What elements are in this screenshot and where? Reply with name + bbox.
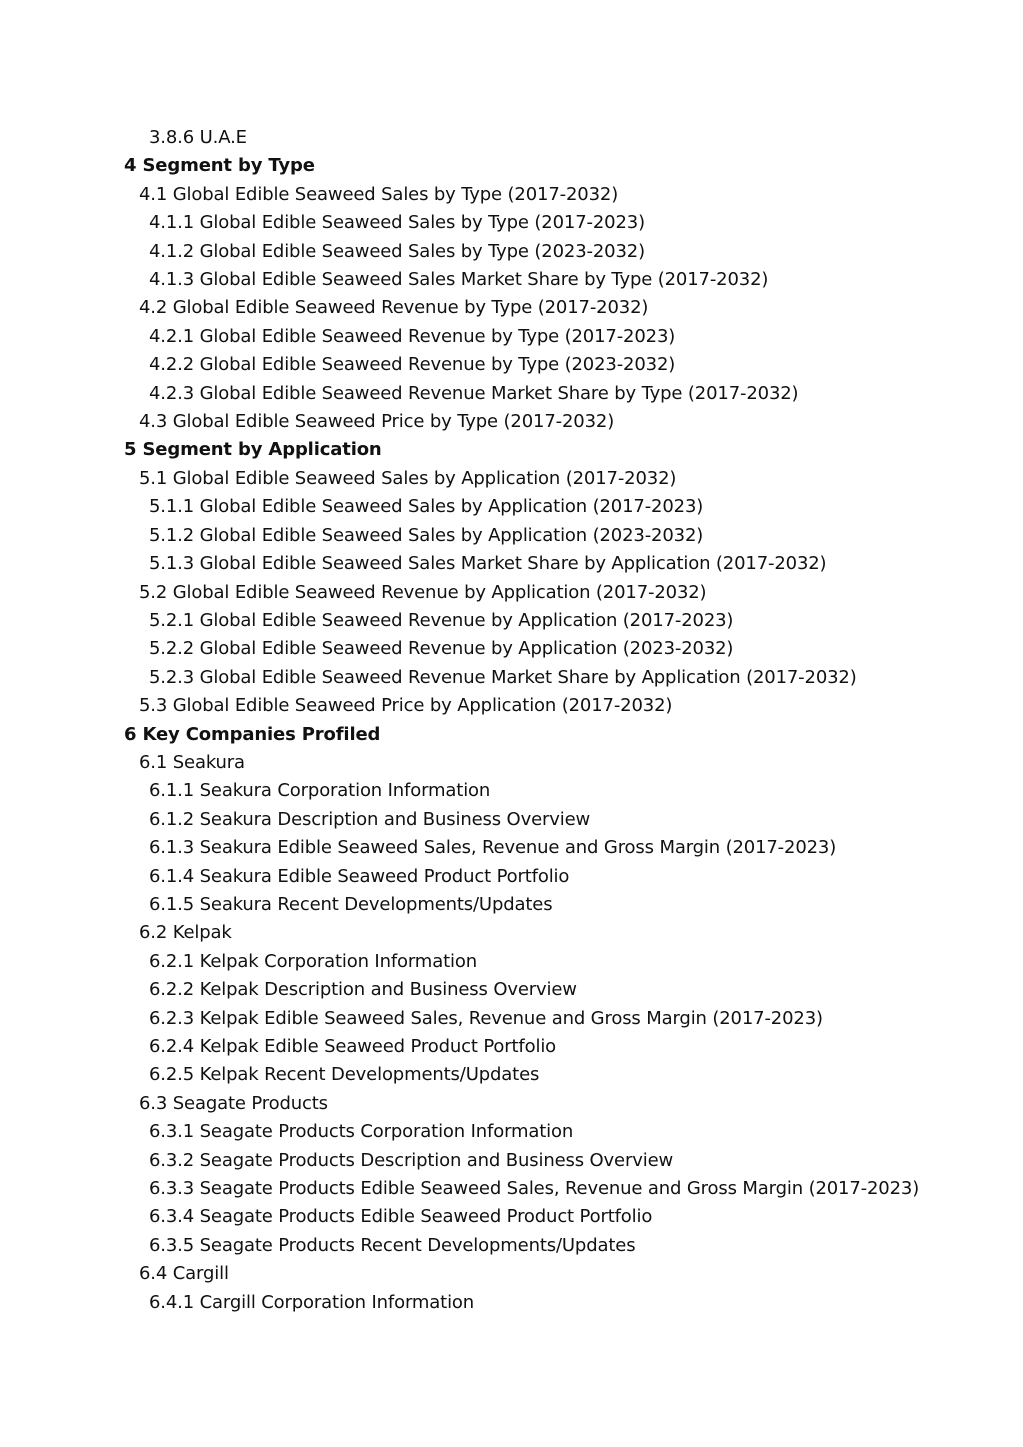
toc-section-heading: 4 Segment by Type [124, 155, 315, 177]
toc-sub-subsection-entry: 6.3.1 Seagate Products Corporation Information [149, 1121, 574, 1143]
toc-subsection-entry: 6.4 Cargill [139, 1263, 229, 1285]
toc-sub-subsection-entry: 6.2.5 Kelpak Recent Developments/Updates [149, 1064, 540, 1086]
toc-sub-subsection-entry: 4.2.3 Global Edible Seaweed Revenue Market Share by Type (2017-2032) [149, 382, 799, 404]
toc-subsection-entry: 4.2 Global Edible Seaweed Revenue by Type (2017-2032) [139, 297, 649, 319]
toc-sub-subsection-entry: 5.1.3 Global Edible Seaweed Sales Market Share by Application (2017-2032) [149, 553, 827, 575]
toc-sub-subsection-entry: 5.2.1 Global Edible Seaweed Revenue by Application (2017-2023) [149, 609, 734, 631]
toc-sub-subsection-entry: 4.1.1 Global Edible Seaweed Sales by Type (2017-2023) [149, 212, 645, 234]
toc-sub-subsection-entry: 5.1.2 Global Edible Seaweed Sales by Application (2023-2032) [149, 524, 704, 546]
toc-sub-subsection-entry: 6.4.1 Cargill Corporation Information [149, 1291, 475, 1313]
table-of-contents [124, 124, 984, 1317]
toc-sub-subsection-entry: 6.1.1 Seakura Corporation Information [149, 780, 491, 802]
toc-sub-subsection-entry: 6.3.2 Seagate Products Description and Business Overview [149, 1149, 674, 1171]
toc-sub-subsection-entry: 5.2.2 Global Edible Seaweed Revenue by Application (2023-2032) [149, 638, 734, 660]
toc-sub-subsection-entry: 4.1.3 Global Edible Seaweed Sales Market Share by Type (2017-2032) [149, 269, 769, 291]
toc-sub-subsection-entry: 6.2.2 Kelpak Description and Business Overview [149, 979, 577, 1001]
toc-sub-subsection-entry: 6.1.2 Seakura Description and Business Overview [149, 808, 591, 830]
toc-sub-subsection-entry: 6.1.5 Seakura Recent Developments/Updates [149, 893, 553, 915]
toc-sub-subsection-entry: 5.2.3 Global Edible Seaweed Revenue Market Share by Application (2017-2032) [149, 666, 857, 688]
toc-sub-subsection-entry: 6.1.3 Seakura Edible Seaweed Sales, Revenue and Gross Margin (2017-2023) [149, 837, 837, 859]
toc-subsection-entry: 6.1 Seakura [139, 751, 245, 773]
toc-subsection-entry: 4.1 Global Edible Seaweed Sales by Type (2017-2032) [139, 183, 619, 205]
toc-subsection-entry: 5.3 Global Edible Seaweed Price by Application (2017-2032) [139, 695, 673, 717]
toc-subsection-entry: 5.1 Global Edible Seaweed Sales by Application (2017-2032) [139, 467, 677, 489]
toc-sub-subsection-entry: 4.1.2 Global Edible Seaweed Sales by Type (2023-2032) [149, 240, 645, 262]
toc-sub-subsection-entry: 6.2.3 Kelpak Edible Seaweed Sales, Revenue and Gross Margin (2017-2023) [149, 1007, 823, 1029]
toc-subsection-entry: 6.2 Kelpak [139, 922, 232, 944]
toc-subsection-entry: 5.2 Global Edible Seaweed Revenue by Application (2017-2032) [139, 581, 707, 603]
toc-sub-subsection-entry: 5.1.1 Global Edible Seaweed Sales by Application (2017-2023) [149, 496, 704, 518]
toc-sub-subsection-entry: 4.2.1 Global Edible Seaweed Revenue by Type (2017-2023) [149, 325, 676, 347]
toc-subsection-entry: 4.3 Global Edible Seaweed Price by Type (2017-2032) [139, 411, 615, 433]
toc-subsection-entry: 6.3 Seagate Products [139, 1092, 328, 1114]
toc-sub-subsection-entry: 4.2.2 Global Edible Seaweed Revenue by Type (2023-2032) [149, 354, 676, 376]
toc-sub-subsection-entry: 6.3.5 Seagate Products Recent Developments/Updates [149, 1234, 636, 1256]
toc-sub-subsection-entry: 6.1.4 Seakura Edible Seaweed Product Portfolio [149, 865, 570, 887]
toc-sub-subsection-entry: 6.2.4 Kelpak Edible Seaweed Product Portfolio [149, 1036, 557, 1057]
toc-sub-subsection-entry: 3.8.6 U.A.E [149, 127, 247, 148]
toc-sub-subsection-entry: 6.3.4 Seagate Products Edible Seaweed Product Portfolio [149, 1206, 653, 1228]
toc-section-heading: 5 Segment by Application [124, 439, 382, 461]
toc-sub-subsection-entry: 6.3.3 Seagate Products Edible Seaweed Sales, Revenue and Gross Margin (2017-2023) [149, 1178, 920, 1200]
toc-sub-subsection-entry: 6.2.1 Kelpak Corporation Information [149, 950, 477, 972]
toc-section-heading: 6 Key Companies Profiled [124, 723, 381, 745]
